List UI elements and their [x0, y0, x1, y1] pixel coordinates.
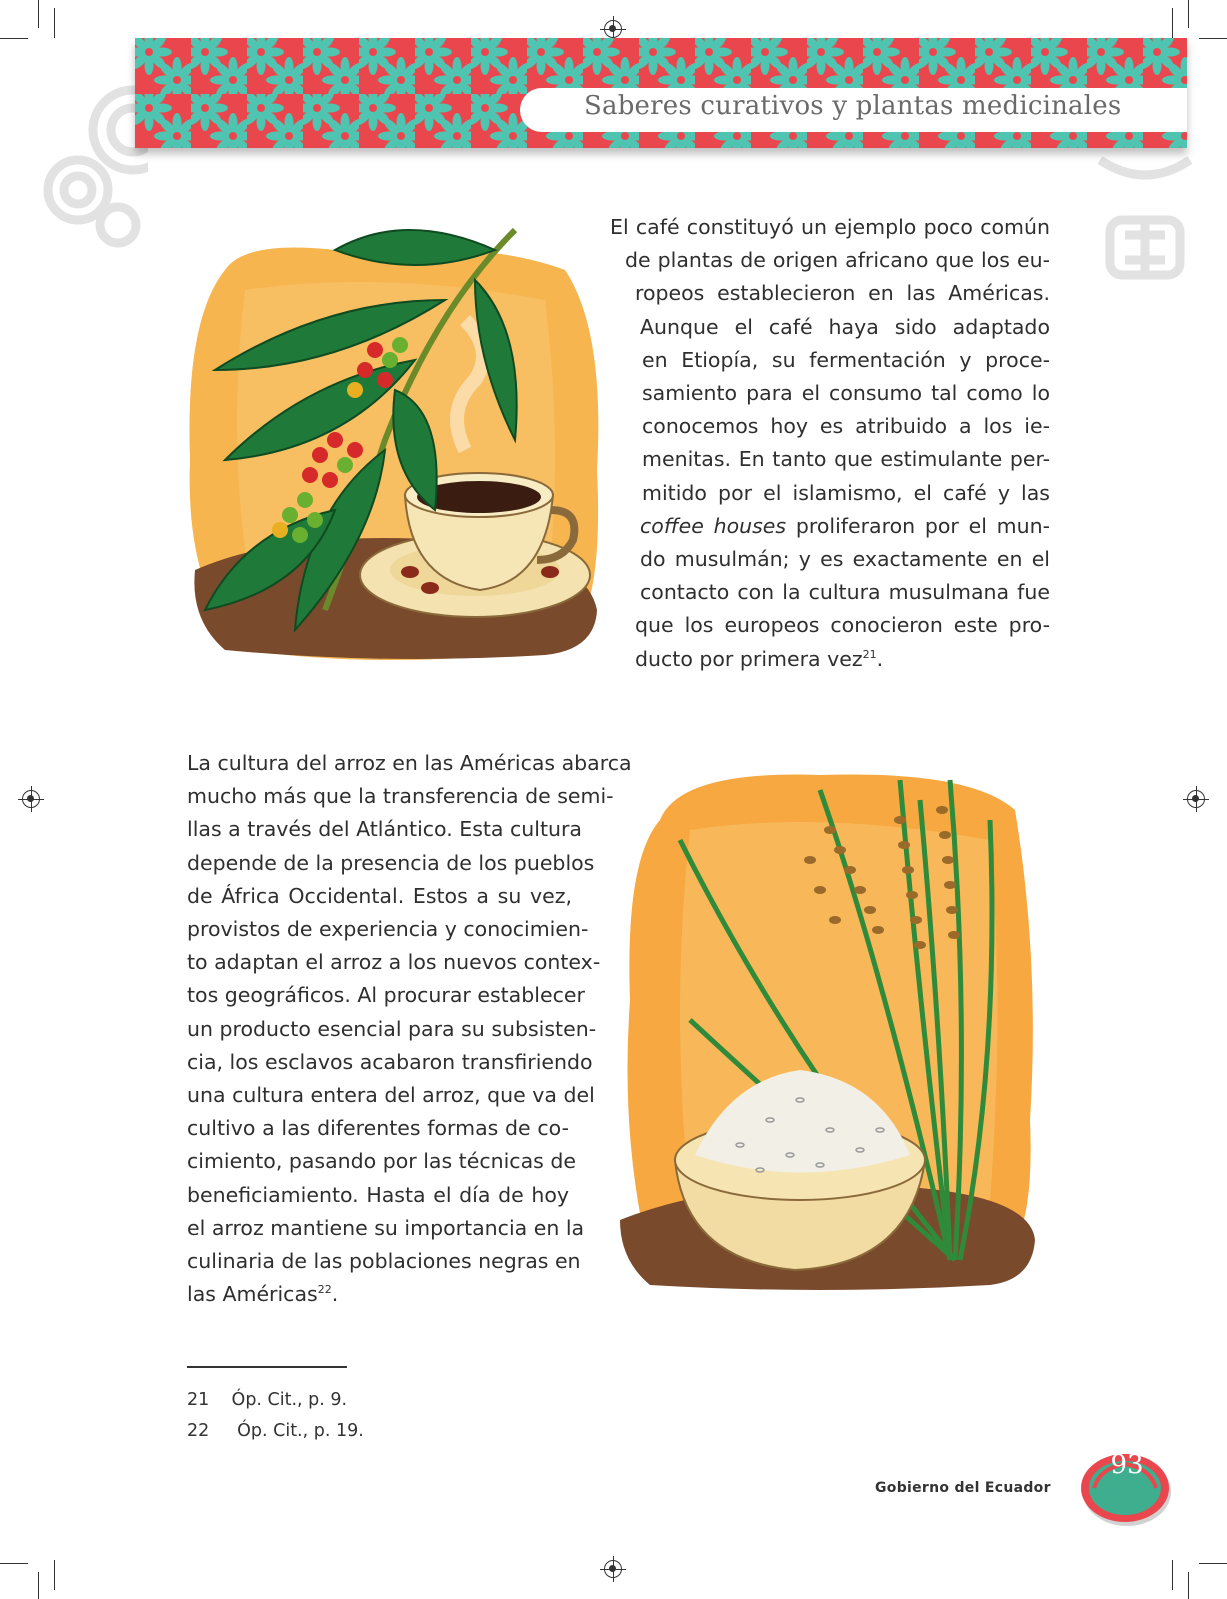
- text-line: que los europeos conocieron este pro-: [635, 613, 1050, 638]
- footnote-text: Óp. Cit., p. 9.: [231, 1390, 348, 1410]
- registration-mark-icon: [22, 790, 40, 808]
- publisher-name: Gobierno del Ecuador: [875, 1480, 1051, 1496]
- text-line: [187, 1278, 617, 1311]
- text-line: provistos de experiencia y conocimien-: [187, 917, 589, 942]
- text-line: ropeos establecieron en las Américas.: [635, 281, 1050, 306]
- coffee-paragraph: [610, 211, 1050, 676]
- text-line: depende de la presencia de los pueblos: [187, 850, 595, 875]
- text-fragment: .: [876, 646, 884, 671]
- rice-paragraph: [187, 747, 632, 1311]
- text-line: cia, los esclavos acabaron transfiriendo: [187, 1049, 593, 1074]
- text-line: llas a través del Atlántico. Esta cultura: [187, 817, 582, 842]
- text-line: menitas. En tanto que estimulante per-: [642, 447, 1050, 472]
- text-line: tos geográficos. Al procurar establecer: [187, 983, 585, 1008]
- page-title: Saberes curativos y plantas medicinales: [584, 91, 1122, 121]
- text-line: cimiento, pasando por las técnicas de: [187, 1149, 576, 1174]
- footnote-number: 21: [187, 1390, 210, 1410]
- italic-term: coffee houses: [640, 513, 787, 538]
- page-number: 93: [1110, 1450, 1144, 1480]
- text-line: una cultura entera del arroz, que va del: [187, 1083, 595, 1108]
- text-line: beneficiamiento. Hasta el día de hoy: [187, 1182, 569, 1207]
- footnote-text: Óp. Cit., p. 19.: [237, 1421, 364, 1441]
- decorative-spiral-icon: [1090, 150, 1200, 290]
- text-line: un producto esencial para su subsisten-: [187, 1016, 597, 1041]
- decorative-spiral-icon: [38, 40, 148, 250]
- registration-mark-icon: [1187, 790, 1205, 808]
- footnote-number: 22: [187, 1421, 210, 1441]
- text-line: conocemos hoy es atribuido a los ie-: [642, 414, 1050, 439]
- text-line: [610, 643, 1050, 676]
- text-line: el arroz mantiene su importancia en la: [187, 1215, 585, 1240]
- text-fragment: ducto por primera vez: [635, 646, 863, 671]
- text-line: de África Occidental. Estos a su vez,: [187, 883, 572, 908]
- text-line: en Etiopía, su fermentación y proce-: [642, 347, 1050, 372]
- text-fragment: proliferaron por el mun-: [795, 513, 1050, 538]
- text-line: mucho más que la transferencia de semi-: [187, 784, 614, 809]
- footnote-rule: [187, 1366, 347, 1368]
- text-fragment: .: [331, 1282, 339, 1307]
- text-line: contacto con la cultura musulmana fue: [640, 580, 1050, 605]
- registration-mark-icon: [604, 1560, 622, 1578]
- text-line: to adaptan el arroz a los nuevos contex-: [187, 950, 601, 975]
- text-line: [610, 510, 1050, 543]
- text-fragment: las Américas: [187, 1282, 318, 1307]
- text-line: La cultura del arroz en las Américas abarca: [187, 751, 632, 775]
- text-line: Aunque el café haya sido adaptado: [640, 314, 1050, 339]
- footnote-21: [187, 1390, 347, 1410]
- text-line: de plantas de origen africano que los eu-: [625, 248, 1050, 273]
- text-line: El café constituyó un ejemplo poco común: [610, 215, 1050, 239]
- registration-mark-icon: [604, 20, 622, 38]
- text-line: mitido por el islamismo, el café y las: [642, 480, 1050, 505]
- text-line: samiento para el consumo tal como lo: [642, 381, 1050, 406]
- text-line: do musulmán; y es exactamente en el: [640, 547, 1050, 572]
- text-line: culinaria de las poblaciones negras en: [187, 1249, 581, 1274]
- rice-illustration: [620, 760, 1040, 1320]
- footnote-ref: 22: [317, 1283, 332, 1297]
- text-line: cultivo a las diferentes formas de co-: [187, 1116, 569, 1141]
- footnote-ref: 21: [862, 647, 877, 661]
- footnote-22: [187, 1421, 364, 1441]
- coffee-illustration: [185, 210, 605, 665]
